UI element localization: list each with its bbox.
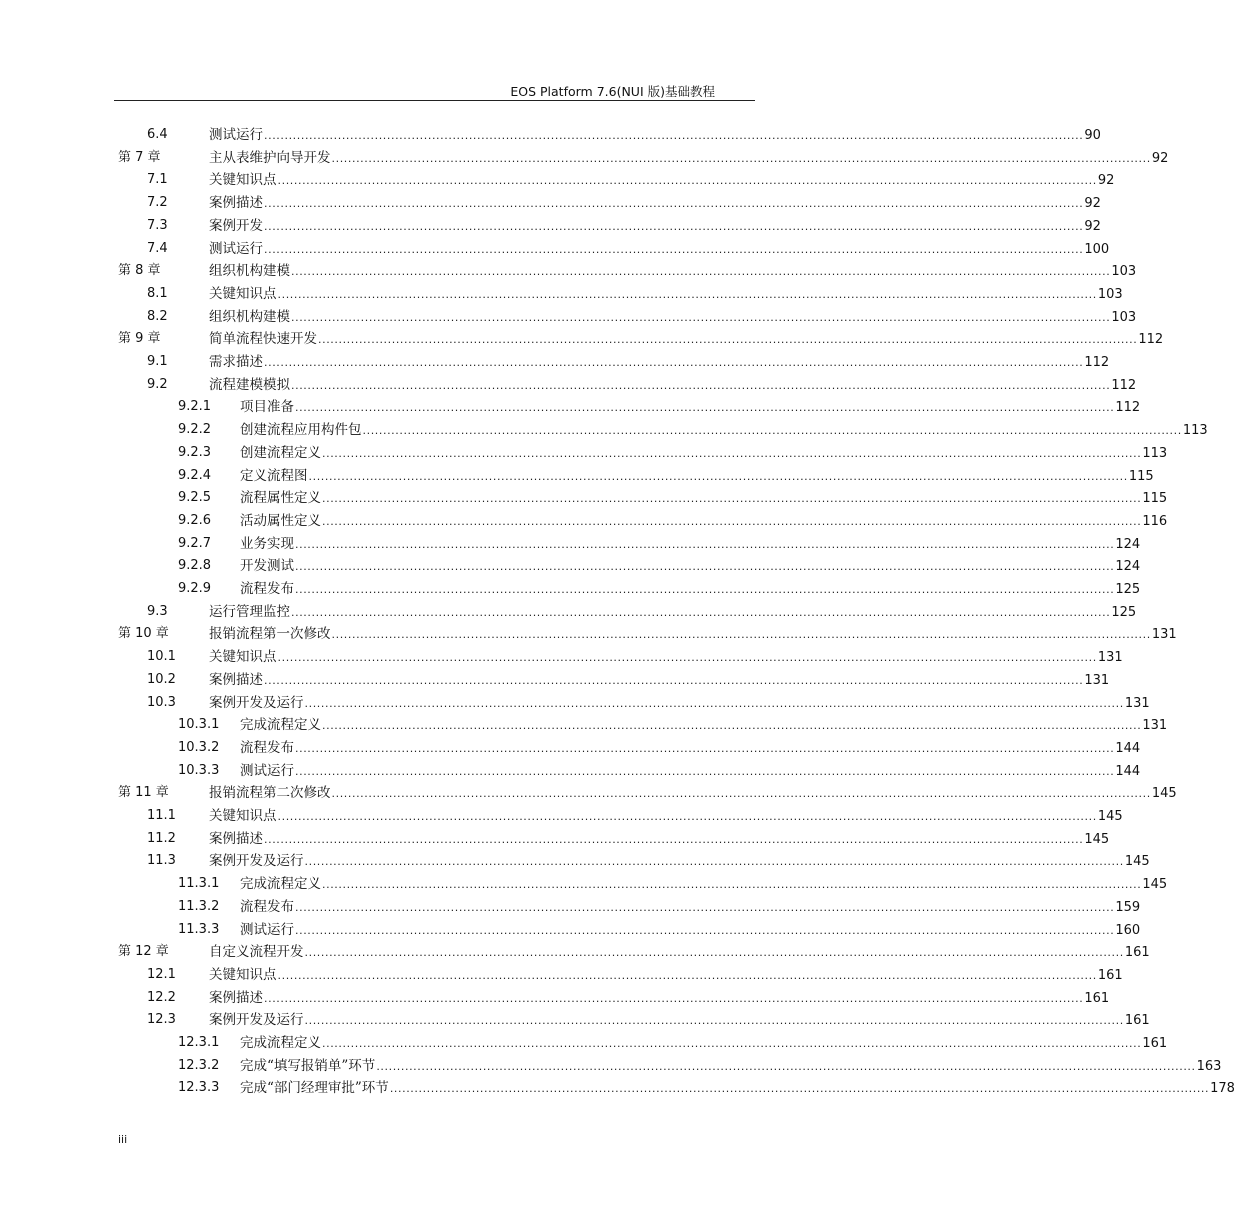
- toc-entry-page: 131: [1142, 718, 1168, 734]
- toc-entry-number: 10.2: [147, 671, 176, 687]
- toc-entry[interactable]: [0, 873, 1168, 896]
- toc-dot-leader: ........................................................................................................................................................................................................: [264, 129, 1084, 142]
- toc-entry-number: 12.3.1: [178, 1035, 220, 1050]
- toc-entry[interactable]: [0, 646, 1123, 669]
- toc-entry-body: [209, 328, 1164, 352]
- toc-entry-title: 完成流程定义: [240, 1035, 321, 1051]
- toc-entry-title: 组织机构建模: [209, 308, 290, 325]
- toc-entry-body: [240, 419, 1208, 443]
- toc-entry-page: 131: [1151, 627, 1177, 643]
- toc-entry[interactable]: [0, 782, 1177, 805]
- toc-dot-leader: ........................................................................................................................................................................................................: [331, 151, 1151, 165]
- toc-entry[interactable]: [0, 533, 1141, 556]
- toc-entry[interactable]: [0, 555, 1141, 578]
- toc-entry-page: 92: [1097, 173, 1115, 189]
- toc-entry-body: [209, 169, 1115, 193]
- toc-entry-body: [240, 533, 1141, 557]
- toc-dot-leader: ........................................................................................................................................................................................................: [264, 832, 1084, 846]
- toc-entry-page: 125: [1111, 604, 1137, 620]
- toc-entry-title: 完成“部门经理审批”环节: [240, 1080, 389, 1097]
- toc-entry-body: [209, 692, 1150, 716]
- toc-entry-body: [209, 828, 1110, 852]
- toc-entry-number: 9.2.2: [178, 422, 212, 438]
- toc-dot-leader: ........................................................................................................................................................................................................: [277, 968, 1097, 982]
- toc-entry-body: [209, 192, 1101, 216]
- toc-entry[interactable]: [0, 351, 1110, 374]
- toc-entry-title: 流程发布: [240, 739, 294, 756]
- toc-dot-leader: ........................................................................................................................................................................................................: [322, 492, 1142, 506]
- toc-entry-page: 131: [1084, 672, 1110, 688]
- toc-dot-leader: ........................................................................................................................................................................................................: [295, 537, 1115, 551]
- toc-entry-body: [209, 260, 1137, 284]
- toc-entry-page: 113: [1182, 423, 1208, 439]
- toc-entry-body: [209, 1009, 1150, 1033]
- toc-entry-page: 159: [1115, 899, 1141, 915]
- toc-entry-title: 测试运行: [209, 127, 263, 143]
- toc-entry-number: 9.2.3: [178, 444, 212, 460]
- toc-entry-number: 12.3: [147, 1012, 176, 1028]
- toc-entry-page: 92: [1151, 150, 1169, 166]
- toc-entry-page: 112: [1084, 355, 1110, 370]
- toc-entry-number: 11.3.2: [178, 898, 220, 914]
- toc-entry-number: 10.1: [147, 649, 176, 665]
- toc-entry[interactable]: [0, 238, 1110, 261]
- toc-entry-title: 案例开发: [209, 217, 263, 234]
- toc-entry-page: 131: [1097, 650, 1123, 666]
- toc-entry-title: 案例描述: [209, 195, 263, 212]
- toc-entry-number: 9.2.7: [178, 535, 212, 551]
- toc-dot-leader: ........................................................................................................................................................................................................: [322, 719, 1142, 733]
- toc-dot-leader: ........................................................................................................................................................................................................: [277, 810, 1097, 823]
- toc-entry[interactable]: [0, 260, 1137, 283]
- toc-dot-leader: ........................................................................................................................................................................................................: [304, 946, 1124, 960]
- toc-entry-number: 第 8 章: [118, 263, 161, 279]
- toc-entry-title: 组织机构建模: [209, 263, 290, 280]
- toc-dot-leader: ........................................................................................................................................................................................................: [264, 356, 1084, 369]
- toc-entry-title: 报销流程第二次修改: [209, 785, 331, 802]
- toc-entry[interactable]: [0, 169, 1115, 192]
- page-number: iii: [118, 1133, 128, 1146]
- toc-entry-body: [209, 351, 1110, 375]
- toc-entry-title: 主从表维护向导开发: [209, 149, 331, 166]
- toc-entry-title: 完成“填写报销单”环节: [240, 1057, 376, 1074]
- toc-dot-leader: ........................................................................................................................................................................................................: [295, 583, 1115, 596]
- toc-entry-body: [240, 873, 1168, 897]
- toc-entry-body: [209, 782, 1177, 806]
- toc-entry-title: 创建流程应用构件包: [240, 422, 362, 439]
- toc-entry[interactable]: [0, 192, 1101, 215]
- toc-entry-page: 145: [1084, 831, 1110, 847]
- running-header-title: EOS Platform 7.6(NUI 版)基础教程: [510, 84, 715, 99]
- toc-entry-title: 流程发布: [240, 581, 294, 597]
- toc-entry-page: 178: [1210, 1081, 1235, 1097]
- toc-entry-body: [209, 987, 1110, 1011]
- toc-dot-leader: ........................................................................................................................................................................................................: [295, 764, 1115, 778]
- toc-entry[interactable]: [0, 805, 1123, 828]
- toc-entry-body: [240, 1077, 1235, 1101]
- toc-entry-title: 案例开发及运行: [209, 694, 304, 711]
- toc-entry-number: 9.2.9: [178, 581, 212, 596]
- toc-entry[interactable]: [0, 850, 1150, 873]
- toc-dot-leader: ........................................................................................................................................................................................................: [308, 469, 1128, 483]
- toc-entry-page: 161: [1124, 1013, 1150, 1029]
- toc-entry[interactable]: [0, 147, 1169, 170]
- toc-dot-leader: ........................................................................................................................................................................................................: [264, 197, 1084, 211]
- toc-entry-body: [240, 896, 1141, 920]
- toc-entry[interactable]: [0, 919, 1141, 942]
- toc-entry-number: 11.2: [147, 830, 176, 846]
- toc-entry-page: 115: [1128, 468, 1154, 484]
- toc-entry-page: 112: [1138, 332, 1164, 348]
- toc-entry[interactable]: [0, 760, 1141, 783]
- toc-entry[interactable]: [0, 737, 1141, 760]
- toc-entry-number: 10.3: [147, 694, 176, 710]
- toc-entry[interactable]: [0, 896, 1141, 919]
- toc-entry[interactable]: [0, 987, 1110, 1010]
- toc-entry[interactable]: [0, 487, 1168, 510]
- toc-entry-body: [209, 964, 1123, 988]
- toc-entry-title: 业务实现: [240, 535, 294, 552]
- toc-entry[interactable]: [0, 828, 1110, 851]
- toc-entry-page: 161: [1124, 945, 1150, 961]
- toc-entry-body: [240, 1055, 1222, 1079]
- toc-entry-page: 103: [1097, 286, 1123, 302]
- toc-entry-number: 10.3.2: [178, 739, 220, 755]
- toc-entry[interactable]: [0, 442, 1168, 465]
- toc-entry-body: [209, 147, 1169, 171]
- toc-entry-number: 10.3.1: [178, 717, 220, 733]
- toc-entry-title: 关键知识点: [209, 966, 277, 983]
- toc-entry-title: 创建流程定义: [240, 444, 321, 461]
- toc-entry[interactable]: [0, 714, 1168, 737]
- toc-entry-title: 活动属性定义: [240, 512, 321, 529]
- toc-entry-number: 7.2: [147, 195, 168, 211]
- toc-entry-number: 9.1: [147, 354, 168, 369]
- toc-entry-title: 定义流程图: [240, 467, 308, 484]
- toc-dot-leader: ........................................................................................................................................................................................................: [322, 1037, 1142, 1050]
- toc-entry-page: 144: [1115, 740, 1141, 756]
- toc-entry-title: 关键知识点: [209, 285, 277, 302]
- toc-entry[interactable]: [0, 669, 1110, 692]
- toc-entry[interactable]: [0, 964, 1123, 987]
- toc-entry-body: [240, 396, 1141, 420]
- toc-entry-number: 11.3.1: [178, 876, 220, 892]
- toc-entry-number: 10.3.3: [178, 762, 220, 778]
- toc-dot-leader: ........................................................................................................................................................................................................: [295, 401, 1115, 415]
- toc-entry-page: 103: [1111, 309, 1137, 325]
- toc-dot-leader: ........................................................................................................................................................................................................: [304, 696, 1124, 710]
- toc-entry-body: [209, 374, 1137, 398]
- toc-entry-title: 完成流程定义: [240, 876, 321, 893]
- toc-entry-body: [209, 124, 1101, 148]
- toc-entry-body: [209, 941, 1150, 965]
- toc-entry-page: 145: [1124, 854, 1150, 870]
- toc-dot-leader: ........................................................................................................................................................................................................: [295, 900, 1115, 914]
- toc-entry-number: 第 12 章: [118, 944, 169, 960]
- toc-entry-page: 144: [1115, 763, 1141, 779]
- toc-entry-title: 流程发布: [240, 898, 294, 915]
- toc-entry-number: 9.2.8: [178, 558, 212, 574]
- toc-entry-page: 124: [1115, 536, 1141, 552]
- toc-entry[interactable]: [0, 1077, 1235, 1100]
- toc-entry-page: 112: [1115, 400, 1141, 416]
- toc-dot-leader: ........................................................................................................................................................................................................: [291, 378, 1111, 392]
- toc-entry-body: [209, 306, 1137, 330]
- toc-entry-number: 9.2.1: [178, 399, 212, 415]
- toc-entry-title: 测试运行: [240, 762, 294, 779]
- toc-entry-page: 161: [1084, 990, 1110, 1006]
- toc-entry-body: [240, 919, 1141, 943]
- toc-dot-leader: ........................................................................................................................................................................................................: [291, 310, 1111, 324]
- toc-entry-title: 运行管理监控: [209, 603, 290, 620]
- toc-entry-body: [209, 623, 1177, 647]
- toc-entry-title: 案例开发及运行: [209, 1012, 304, 1029]
- toc-entry-number: 12.2: [147, 989, 176, 1005]
- toc-entry-body: [209, 805, 1123, 829]
- toc-dot-leader: ........................................................................................................................................................................................................: [291, 605, 1111, 619]
- toc-entry-number: 第 11 章: [118, 785, 169, 801]
- toc-entry-page: 115: [1142, 491, 1168, 507]
- toc-entry-body: [209, 283, 1123, 307]
- toc-entry-page: 145: [1097, 809, 1123, 824]
- toc-entry-number: 12.3.2: [178, 1057, 220, 1073]
- toc-entry[interactable]: [0, 601, 1137, 624]
- toc-entry-title: 完成流程定义: [240, 717, 321, 734]
- toc-dot-leader: ........................................................................................................................................................................................................: [331, 787, 1151, 801]
- toc-entry-page: 131: [1124, 695, 1150, 711]
- toc-entry[interactable]: [0, 283, 1123, 306]
- toc-dot-leader: ........................................................................................................................................................................................................: [318, 333, 1138, 347]
- toc-entry-body: [240, 510, 1168, 534]
- toc-dot-leader: ........................................................................................................................................................................................................: [304, 855, 1124, 869]
- toc-dot-leader: ........................................................................................................................................................................................................: [264, 673, 1084, 687]
- toc-entry-number: 12.3.3: [178, 1080, 220, 1096]
- toc-entry[interactable]: [0, 692, 1150, 715]
- toc-entry-body: [209, 850, 1150, 874]
- toc-entry-page: 160: [1115, 922, 1141, 938]
- toc-entry-title: 自定义流程开发: [209, 944, 304, 961]
- toc-entry-number: 7.4: [147, 240, 168, 256]
- toc-dot-leader: ........................................................................................................................................................................................................: [376, 1059, 1196, 1073]
- toc-dot-leader: ........................................................................................................................................................................................................: [295, 741, 1115, 755]
- toc-dot-leader: ........................................................................................................................................................................................................: [304, 1014, 1124, 1028]
- toc-entry[interactable]: [0, 1055, 1222, 1078]
- toc-entry[interactable]: [0, 215, 1101, 238]
- toc-entry-page: 145: [1142, 877, 1168, 893]
- toc-entry[interactable]: [0, 465, 1154, 488]
- toc-entry-page: 163: [1196, 1058, 1222, 1074]
- toc-entry-title: 测试运行: [209, 240, 263, 257]
- toc-entry[interactable]: [0, 374, 1137, 397]
- toc-entry[interactable]: [0, 578, 1141, 601]
- toc-entry-page: 125: [1115, 582, 1141, 597]
- toc-entry-body: [240, 442, 1168, 466]
- toc-dot-leader: ........................................................................................................................................................................................................: [264, 242, 1084, 256]
- toc-entry-body: [240, 578, 1141, 602]
- toc-entry-body: [240, 737, 1141, 761]
- toc-dot-leader: ........................................................................................................................................................................................................: [322, 446, 1142, 460]
- toc-entry-body: [209, 238, 1110, 262]
- toc-entry-page: 103: [1111, 264, 1137, 280]
- toc-entry-body: [240, 465, 1154, 489]
- toc-dot-leader: ........................................................................................................................................................................................................: [277, 287, 1097, 301]
- toc-entry-body: [240, 714, 1168, 738]
- toc-entry-title: 开发测试: [240, 558, 294, 575]
- toc-entry-body: [240, 487, 1168, 511]
- toc-entry-title: 关键知识点: [209, 649, 277, 666]
- toc-entry-title: 案例开发及运行: [209, 853, 304, 870]
- toc-entry-number: 7.3: [147, 217, 168, 233]
- toc-entry-page: 145: [1151, 786, 1177, 802]
- toc-entry-title: 流程建模模拟: [209, 376, 290, 393]
- toc-entry-number: 8.1: [147, 285, 168, 301]
- header-divider: [114, 100, 755, 101]
- toc-entry[interactable]: [0, 941, 1150, 964]
- toc-entry-title: 案例描述: [209, 830, 263, 847]
- toc-entry-number: 9.2.6: [178, 512, 212, 528]
- toc-entry[interactable]: [0, 623, 1177, 646]
- toc-entry-number: 9.3: [147, 603, 168, 619]
- toc-entry[interactable]: [0, 419, 1208, 442]
- toc-dot-leader: ........................................................................................................................................................................................................: [362, 424, 1182, 438]
- toc-entry-title: 关键知识点: [209, 172, 277, 189]
- toc-entry-title: 关键知识点: [209, 808, 277, 824]
- toc-entry-page: 116: [1142, 513, 1168, 529]
- toc-entry-number: 9.2.4: [178, 467, 212, 483]
- toc-dot-leader: ........................................................................................................................................................................................................: [331, 628, 1151, 642]
- toc-entry-number: 第 9 章: [118, 331, 161, 347]
- toc-entry-title: 需求描述: [209, 354, 263, 370]
- toc-entry-body: [209, 215, 1101, 239]
- toc-dot-leader: ........................................................................................................................................................................................................: [322, 878, 1142, 892]
- toc-entry-title: 测试运行: [240, 921, 294, 938]
- toc-entry-title: 流程属性定义: [240, 490, 321, 507]
- toc-entry[interactable]: [0, 306, 1137, 329]
- toc-entry-page: 100: [1084, 241, 1110, 257]
- toc-entry-page: 161: [1142, 1036, 1168, 1051]
- toc-entry[interactable]: [0, 328, 1164, 351]
- toc-entry-number: 6.4: [147, 127, 168, 142]
- toc-entry[interactable]: [0, 396, 1141, 419]
- toc-entry-number: 9.2.5: [178, 490, 212, 506]
- toc-entry-body: [240, 555, 1141, 579]
- toc-entry-number: 9.2: [147, 376, 168, 392]
- toc-entry[interactable]: [0, 1009, 1150, 1032]
- toc-entry-title: 简单流程快速开发: [209, 331, 317, 348]
- toc-entry-title: 项目准备: [240, 399, 294, 416]
- toc-entry-title: 案例描述: [209, 989, 263, 1006]
- toc-dot-leader: ........................................................................................................................................................................................................: [295, 560, 1115, 574]
- toc-entry-number: 第 7 章: [118, 149, 161, 165]
- toc-entry-number: 11.3.3: [178, 921, 220, 937]
- toc-entry-page: 112: [1111, 377, 1137, 393]
- toc-entry-number: 11.1: [147, 808, 176, 823]
- toc-entry-page: 92: [1084, 218, 1101, 234]
- toc-entry-body: [240, 1032, 1168, 1056]
- toc-entry-page: 92: [1084, 196, 1101, 212]
- toc-entry-body: [209, 601, 1137, 625]
- toc-dot-leader: ........................................................................................................................................................................................................: [264, 219, 1084, 233]
- toc-dot-leader: ........................................................................................................................................................................................................: [389, 1082, 1210, 1096]
- toc-entry[interactable]: [0, 510, 1168, 533]
- toc-entry-page: 161: [1097, 967, 1123, 983]
- toc-entry-page: 113: [1142, 445, 1168, 461]
- toc-dot-leader: ........................................................................................................................................................................................................: [277, 174, 1097, 188]
- toc-entry-number: 11.3: [147, 853, 176, 869]
- toc-entry-number: 8.2: [147, 308, 168, 324]
- toc-entry-title: 案例描述: [209, 671, 263, 688]
- toc-entry-number: 第 10 章: [118, 626, 169, 642]
- toc-dot-leader: ........................................................................................................................................................................................................: [322, 514, 1142, 528]
- toc-entry-number: 7.1: [147, 172, 168, 188]
- toc-entry-page: 124: [1115, 559, 1141, 575]
- toc-entry-body: [209, 646, 1123, 670]
- toc-entry[interactable]: [0, 124, 1101, 147]
- toc-dot-leader: ........................................................................................................................................................................................................: [295, 923, 1115, 937]
- toc-dot-leader: ........................................................................................................................................................................................................: [277, 651, 1097, 665]
- toc-entry-title: 报销流程第一次修改: [209, 626, 331, 643]
- toc-entry[interactable]: [0, 1032, 1168, 1055]
- toc-entry-number: 12.1: [147, 966, 176, 982]
- toc-dot-leader: ........................................................................................................................................................................................................: [291, 265, 1111, 279]
- toc-entry-body: [240, 760, 1141, 784]
- toc-entry-body: [209, 669, 1110, 693]
- toc-dot-leader: ........................................................................................................................................................................................................: [264, 991, 1084, 1005]
- toc-entry-page: 90: [1084, 128, 1101, 143]
